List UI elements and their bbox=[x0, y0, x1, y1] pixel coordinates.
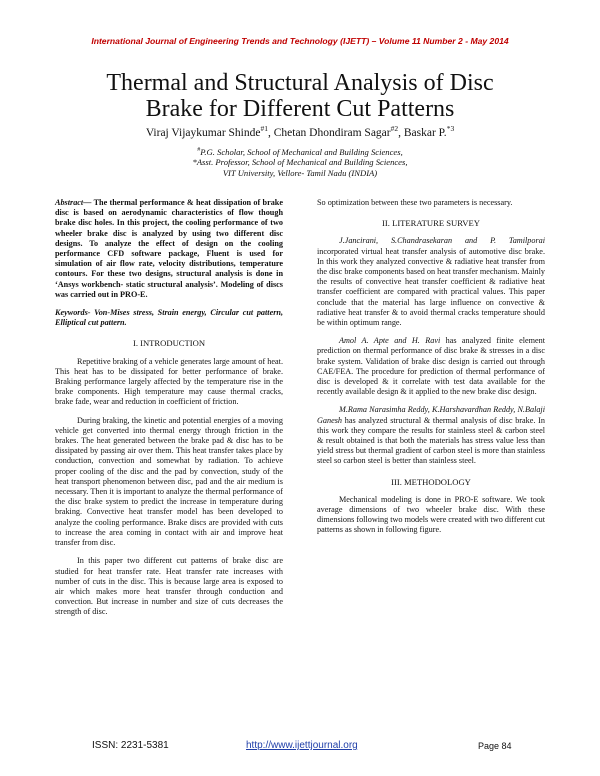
affiliations bbox=[60, 145, 540, 179]
survey-3-text: has analyzed structural & thermal analysis of disc brake. In this work they compare the results for stainless steel & carbon steel & result obtained is that both the materials has stress value less than yield stress but thermal gradient of carbon steel is more than stainless steel so carbon steel is better than stainless steel. bbox=[317, 415, 545, 466]
keywords: Keywords- Von-Mises stress, Strain energy, Circular cut pattern, Elliptical cut pattern. bbox=[55, 308, 283, 328]
intro-paragraph-continued: So optimization between these two parameters is necessary. bbox=[317, 198, 513, 207]
survey-1-text: incorporated virtual heat transfer analysis of automotive disc brake. In this work they analyzed convective & radiative heat transfer from the disc brake components based on heat transfer mechanism. Mainly the results of convective heat transfer coefficient & radiative heat transfer coefficient are compared with practical values. This paper conclude that the material has large influence on convective & radiative heat transfer & to avoid thermal cracks temperature should be within optimum range. bbox=[317, 246, 545, 328]
right-column bbox=[317, 198, 545, 544]
survey-2-text: has analyzed finite element prediction on thermal performance of disc brake & stresses in a disc brake system. Validation of brake disc design is carried out through CAE/FEA. The procedure for prediction of thermal performance of disc is developed & it correlate with test data available for the recently available design & it applied to the new brake disc design. bbox=[317, 336, 545, 397]
left-column bbox=[55, 198, 283, 626]
footer-journal-link[interactable]: http://www.ijettjournal.org bbox=[246, 740, 358, 751]
survey-1-authors: J.Jancirani, S.Chandrasekaran and P. Tamilporai bbox=[339, 236, 545, 246]
author-1: Viraj Vijaykumar Shinde bbox=[145, 126, 261, 139]
abstract bbox=[55, 198, 283, 300]
intro-paragraph-3: In this paper two different cut patterns of brake disc are studied for heat transfer rate. Heat transfer rate increases with number of cuts in the disc. This is because large area is exposed to air which makes more heat transfer through conduction and convection. But increase in number and size of cuts decreases the strength of disc. bbox=[55, 556, 283, 617]
author-2: , Chetan Dhondiram Sagar bbox=[267, 126, 391, 139]
paper-title bbox=[60, 70, 540, 122]
section-heading-literature-survey: II. LITERATURE SURVEY bbox=[382, 218, 480, 229]
survey-paragraph-2 bbox=[317, 336, 545, 397]
section-heading-introduction: I. INTRODUCTION bbox=[132, 338, 206, 349]
section-heading-methodology: III. METHODOLOGY bbox=[391, 476, 471, 487]
author-3-mark: *3 bbox=[446, 124, 455, 133]
survey-2-authors: Amol A. Apte and H. Ravi bbox=[339, 336, 441, 346]
title-line-2: Brake for Different Cut Patterns bbox=[145, 96, 455, 122]
survey-paragraph-1 bbox=[317, 236, 545, 328]
survey-3-authors: M.Rama Narasimha Reddy, K.Harshavardhan Reddy, N.Balaji Ganesh bbox=[317, 405, 545, 425]
affiliation-1: #P.G. Scholar, School of Mechanical and Building Sciences, bbox=[197, 146, 403, 157]
affiliation-3: VIT University, Vellore- Tamil Nadu (INDIA) bbox=[222, 168, 378, 179]
journal-header: International Journal of Engineering Trends and Technology (IJETT) – Volume 11 Number 2 - May 2014 bbox=[91, 36, 509, 46]
footer-issn: ISSN: 2231-5381 bbox=[92, 740, 169, 751]
author-list bbox=[60, 124, 540, 139]
abstract-lead: Abstract— bbox=[55, 198, 92, 207]
footer-page-number: Page 84 bbox=[478, 741, 512, 751]
affiliation-2: *Asst. Professor, School of Mechanical and Building Sciences, bbox=[192, 157, 408, 168]
intro-paragraph-2: During braking, the kinetic and potential energies of a moving vehicle get converted into thermal energy through friction in the brakes. The heat generated between the brake pad & disc has to be dissipated by passing air over them. This heat transfer takes place by conduction, convection and somewhat by radiation. To achieve proper cooling of the disc and the pad by convection, study of the heat transport phenomenon between disc, pad and the air medium is necessary. Then it is important to analyze the thermal performance of the disc brake system to predict the increase in temperature during braking. Convective heat transfer model has been developed to analyze the cooling performance. Brake discs are provided with cuts to increase the area coming in contact with air and improve heat transfer from disc. bbox=[55, 415, 283, 548]
author-1-mark: #1 bbox=[260, 124, 268, 133]
methodology-paragraph: Mechanical modeling is done in PRO-E software. We took average dimensions of two wheeler brake disc. With these dimensions following two models were created with two different cut patterns as shown in following figure. bbox=[317, 494, 545, 535]
affiliation-1-mark: # bbox=[197, 147, 201, 153]
title-line-1: Thermal and Structural Analysis of Disc bbox=[106, 70, 494, 96]
intro-paragraph-1: Repetitive braking of a vehicle generates large amount of heat. This heat has to be dissipated for better performance of brake. Braking performance largely affected by the temperature rise in the brake components. High temperature may cause thermal cracks, brake fade, wear and reduction in coefficient of friction. bbox=[55, 356, 283, 407]
author-2-mark: #2 bbox=[390, 124, 399, 133]
abstract-text: The thermal performance & heat dissipation of brake disc is based on aerodynamic characteristics of flow though brake disc holes. In this project, the cooling performance of two wheeler brake disc is analyzed by using two different disc designs. To analyze the effect of design on the cooling performance CFD software package, Fluent is used for simulation of air flow rate, velocity distributions, temperature contours. For these two designs, structural analysis is done in ‘Ansys workbench- static structural analysis’. Modeling of discs was carried out in PRO-E. bbox=[55, 198, 283, 299]
author-3: , Baskar P. bbox=[398, 126, 447, 139]
survey-paragraph-3 bbox=[317, 405, 545, 466]
